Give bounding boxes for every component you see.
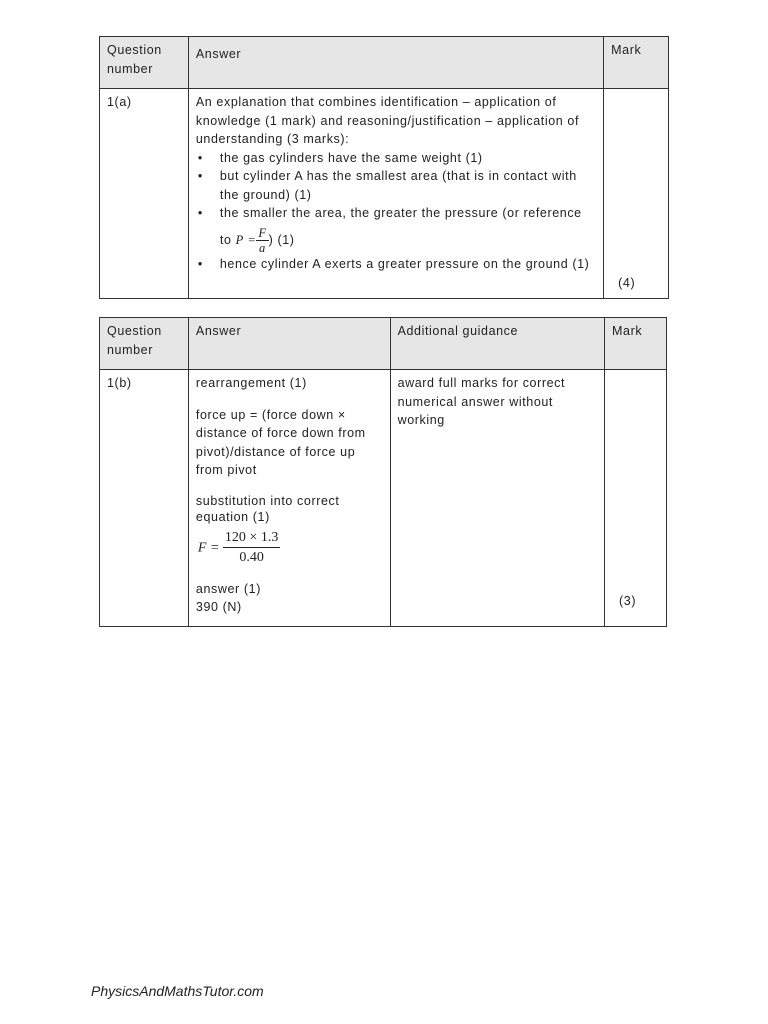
answer-cell bbox=[188, 89, 603, 299]
answer-line: force up = (force down × distance of force down from pivot)/distance of force up from pivot bbox=[195, 407, 366, 477]
answer-line: rearrangement (1) bbox=[195, 376, 307, 390]
bullet-text: to bbox=[219, 232, 232, 247]
bullet-item: • the gas cylinders have the same weight (1) bbox=[196, 149, 596, 168]
header-question-number: Question number bbox=[100, 318, 189, 370]
bullet-text: the smaller the area, the greater the pressure (or reference bbox=[219, 206, 582, 220]
bullet-item: • but cylinder A has the smallest area (that is in contact with the ground) (1) bbox=[196, 167, 596, 204]
answer-cell bbox=[188, 370, 390, 627]
answer-line: answer (1) bbox=[195, 581, 261, 596]
footer-site-name: PhysicsAndMathsTutor.com bbox=[91, 983, 264, 999]
substitution-equation: F = $\frac{120 \times 1.3}{0.40}$ bbox=[197, 529, 279, 565]
mark-scheme-table-1a bbox=[99, 36, 669, 299]
mark-cell: (3) bbox=[605, 370, 667, 627]
question-number-cell: 1(b) bbox=[100, 370, 189, 627]
guidance-cell: award full marks for correct numerical answer without working bbox=[390, 370, 604, 627]
bullet-text: ) (1) bbox=[268, 232, 295, 247]
answer-line: substitution into correct equation (1) bbox=[195, 493, 340, 524]
bullet-item: • hence cylinder A exerts a greater pressure on the ground (1) bbox=[196, 255, 596, 274]
mark-scheme-table-1b bbox=[99, 317, 667, 627]
final-answer: 390 (N) bbox=[195, 599, 242, 614]
mark-cell: (4) bbox=[604, 89, 669, 299]
header-question-number: Question number bbox=[100, 37, 189, 89]
bullet-item bbox=[196, 204, 596, 255]
question-number-cell: 1(a) bbox=[100, 89, 189, 299]
header-answer: Answer bbox=[188, 37, 603, 89]
header-answer: Answer bbox=[188, 318, 390, 370]
header-additional-guidance: Additional guidance bbox=[390, 318, 604, 370]
answer-intro: An explanation that combines identification – application of knowledge (1 mark) and reasoning/justification – application of understanding (3 marks): bbox=[195, 95, 580, 146]
header-mark: Mark bbox=[605, 318, 667, 370]
pressure-formula: $\frac{F}{a}$ bbox=[258, 225, 267, 255]
formula-lhs: P = bbox=[235, 232, 257, 247]
answer-bullet-list bbox=[196, 149, 596, 274]
header-mark: Mark bbox=[604, 37, 669, 89]
